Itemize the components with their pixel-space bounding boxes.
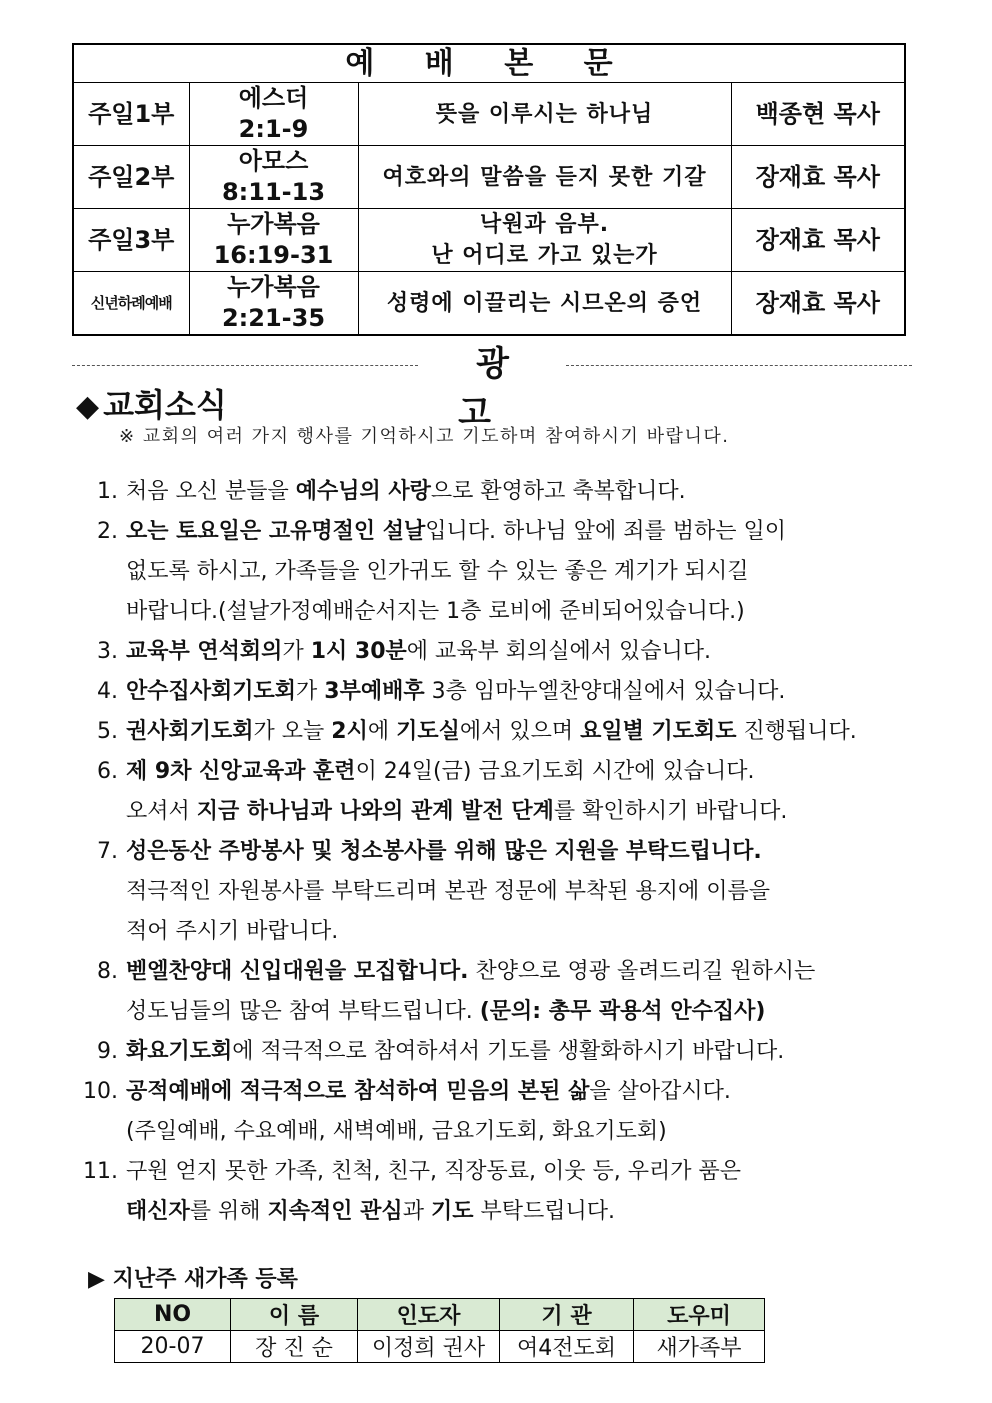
cell: 새가족부	[634, 1331, 765, 1363]
emphasis-text: 지금 하나님과 나와의 관계 발전 단계	[196, 799, 554, 824]
sermon-line: 낙원과 음부.	[479, 212, 610, 237]
item-number: 2.	[97, 519, 118, 544]
item-line	[126, 1032, 874, 1072]
cell: 이정희 권사	[358, 1331, 500, 1363]
item-line	[126, 552, 874, 592]
registration-heading: ▶ 지난주 새가족 등록	[88, 1267, 298, 1292]
item-text: 적어 주시기 바랍니다.	[126, 919, 339, 944]
list-item	[74, 672, 874, 712]
cell: 장 진 순	[231, 1331, 358, 1363]
list-item	[74, 632, 874, 672]
divider-left	[72, 365, 418, 366]
item-text: 에 교육부 회의실에서 있습니다.	[406, 639, 712, 664]
item-text: 를 위해	[189, 1199, 268, 1224]
scripture-verse: 2:21-35	[221, 304, 326, 332]
item-line	[126, 1192, 874, 1232]
emphasis-text: 공적예배에 적극적으로 참석하여 믿음의 본된 삶	[126, 1079, 590, 1104]
item-text: 가	[296, 679, 325, 704]
item-line	[126, 1152, 874, 1192]
scripture	[189, 272, 358, 336]
emphasis-text: 예수님의 사랑	[295, 479, 431, 504]
item-number: 3.	[97, 639, 118, 664]
item-text: 찬양으로 영광 올려드리길 원하시는	[468, 959, 816, 984]
emphasis-text: 오는 토요일은 고유명절인 설날	[126, 519, 426, 544]
item-line	[126, 872, 874, 912]
item-text: (주일예배, 수요예배, 새벽예배, 금요기도회, 화요기도회)	[126, 1119, 667, 1144]
preacher: 장재효 목사	[731, 146, 905, 209]
item-text: 오셔서	[126, 799, 197, 824]
item-text: 구원 얻지 못한 가족, 친척, 친구, 직장동료, 이웃 등, 우리가 품은	[126, 1159, 741, 1184]
emphasis-text: 권사회기도회	[126, 719, 254, 744]
scripture-verse: 2:1-9	[238, 115, 309, 143]
item-text: 성도님들의 많은 참여 부탁드립니다.	[126, 999, 480, 1024]
item-line	[126, 952, 874, 992]
list-item	[74, 832, 874, 952]
worship-table	[72, 43, 906, 336]
sermon-title	[358, 209, 731, 272]
emphasis-text: 3부예배후	[324, 679, 425, 704]
item-line	[126, 672, 874, 712]
scripture-book: 누가복음	[227, 210, 320, 238]
item-line	[126, 512, 874, 552]
item-text: 에 적극적으로 참여하셔서 기도를 생활화하시기 바랍니다.	[232, 1039, 785, 1064]
sermon-title	[358, 146, 731, 209]
emphasis-text: 1시 30분	[310, 639, 407, 664]
item-text: 를 확인하시기 바랍니다.	[553, 799, 788, 824]
emphasis-text: 기도실	[396, 719, 460, 744]
notice-list	[74, 472, 874, 1232]
diamond-icon: ◆	[76, 389, 100, 424]
header-cell: 도우미	[634, 1299, 765, 1331]
preacher: 백종현 목사	[731, 83, 905, 146]
item-number: 10.	[83, 1079, 118, 1104]
item-line	[126, 992, 874, 1032]
sermon-line: 난 어디로 가고 있는가	[431, 243, 658, 268]
preacher: 장재효 목사	[731, 209, 905, 272]
service-name: 신년하례예배	[73, 272, 189, 336]
scripture	[189, 146, 358, 209]
sermon-title	[358, 272, 731, 336]
sermon-title	[358, 83, 731, 146]
item-text: 을 살아갑시다.	[589, 1079, 731, 1104]
list-item	[74, 752, 874, 832]
item-number: 4.	[97, 679, 118, 704]
worship-row	[73, 83, 905, 146]
item-line	[126, 752, 874, 792]
emphasis-text: 제 9차 신앙교육과 훈련	[126, 759, 356, 784]
emphasis-text: 안수집사회기도회	[126, 679, 297, 704]
emphasis-text: (문의: 총무 곽용석 안수집사)	[479, 999, 766, 1024]
header-cell: 이 름	[231, 1299, 358, 1331]
item-line	[126, 1072, 874, 1112]
item-text: 없도록 하시고, 가족들을 인가귀도 할 수 있는 좋은 계기가 되시길	[126, 559, 749, 584]
emphasis-text: 성은동산 주방봉사 및 청소봉사를 위해 많은 지원을 부탁드립니다.	[126, 839, 762, 864]
item-number: 1.	[97, 479, 118, 504]
item-line	[126, 832, 874, 872]
service-name: 주일1부	[73, 83, 189, 146]
list-item	[74, 1032, 874, 1072]
item-text: 처음 오신 분들을	[126, 479, 296, 504]
divider-right	[566, 365, 912, 366]
emphasis-text: 지속적인 관심	[267, 1199, 403, 1224]
item-text: 이 24일(금) 금요기도회 시간에 있습니다.	[355, 759, 755, 784]
item-text: 적극적인 자원봉사를 부탁드리며 본관 정문에 부착된 용지에 이름을	[126, 879, 771, 904]
worship-row	[73, 209, 905, 272]
list-item	[74, 1152, 874, 1232]
emphasis-text: 교육부 연석회의	[126, 639, 283, 664]
item-line	[126, 792, 874, 832]
news-note: ※ 교회의 여러 가지 행사를 기억하시고 기도하며 참여하시기 바랍니다.	[119, 426, 730, 447]
sermon-line: 뜻을 이루시는 하나님	[435, 101, 654, 127]
list-item	[74, 1072, 874, 1152]
item-text: 3층 임마누엘찬양대실에서 있습니다.	[424, 679, 786, 704]
service-name: 주일2부	[73, 146, 189, 209]
item-number: 11.	[83, 1159, 118, 1184]
news-heading-label: 교회소식	[103, 386, 227, 424]
worship-row	[73, 272, 905, 336]
item-text: 으로 환영하고 축복합니다.	[430, 479, 686, 504]
item-number: 6.	[97, 759, 118, 784]
header-cell: 기 관	[500, 1299, 634, 1331]
item-text: 가 오늘	[253, 719, 332, 744]
preacher: 장재효 목사	[731, 272, 905, 336]
emphasis-text: 요일별 기도회도	[580, 719, 737, 744]
emphasis-text: 기도	[430, 1199, 474, 1224]
scripture-verse: 8:11-13	[221, 178, 326, 206]
scripture-book: 누가복음	[227, 273, 320, 301]
item-text: 입니다. 하나님 앞에 죄를 범하는 일이	[425, 519, 787, 544]
worship-row	[73, 146, 905, 209]
item-line	[126, 1112, 874, 1152]
item-line	[126, 632, 874, 672]
item-number: 5.	[97, 719, 118, 744]
item-line	[126, 912, 874, 952]
ads-title: 광 고	[458, 344, 545, 433]
item-line	[126, 472, 874, 512]
sermon-line: 성령에 이끌리는 시므온의 증언	[386, 290, 703, 316]
item-text: 과	[402, 1199, 431, 1224]
item-line	[126, 592, 874, 632]
emphasis-text: 2시	[331, 719, 368, 744]
scripture	[189, 83, 358, 146]
scripture-verse: 16:19-31	[213, 241, 334, 269]
news-heading	[76, 380, 227, 426]
item-text: 에서 있으며	[459, 719, 581, 744]
item-text: 부탁드립니다.	[473, 1199, 615, 1224]
header-cell: NO	[115, 1299, 231, 1331]
item-number: 9.	[97, 1039, 118, 1064]
list-item	[74, 472, 874, 512]
emphasis-text: 태신자	[126, 1199, 190, 1224]
service-name: 주일3부	[73, 209, 189, 272]
scripture	[189, 209, 358, 272]
item-text: 가	[282, 639, 311, 664]
header-cell: 인도자	[358, 1299, 500, 1331]
emphasis-text: 벧엘찬양대 신입대원을 모집합니다.	[126, 959, 469, 984]
scripture-book: 에스더	[238, 84, 309, 112]
sermon-line: 여호와의 말씀을 듣지 못한 기갈	[382, 164, 707, 190]
item-line	[126, 712, 874, 752]
worship-title: 예 배 본 문	[73, 44, 905, 83]
item-number: 8.	[97, 959, 118, 984]
list-item	[74, 712, 874, 752]
emphasis-text: 화요기도회	[126, 1039, 233, 1064]
cell: 20-07	[115, 1331, 231, 1363]
list-item	[74, 952, 874, 1032]
registration-table	[114, 1298, 765, 1363]
registration-header-row	[115, 1299, 765, 1331]
item-text: 진행됩니다.	[736, 719, 857, 744]
scripture-book: 아모스	[238, 147, 309, 175]
cell: 여4전도회	[500, 1331, 634, 1363]
list-item	[74, 512, 874, 632]
item-number: 7.	[97, 839, 118, 864]
table-row	[115, 1331, 765, 1363]
item-text: 바랍니다.(설날가정예배순서지는 1층 로비에 준비되어있습니다.)	[126, 599, 745, 624]
item-text: 에	[367, 719, 397, 744]
